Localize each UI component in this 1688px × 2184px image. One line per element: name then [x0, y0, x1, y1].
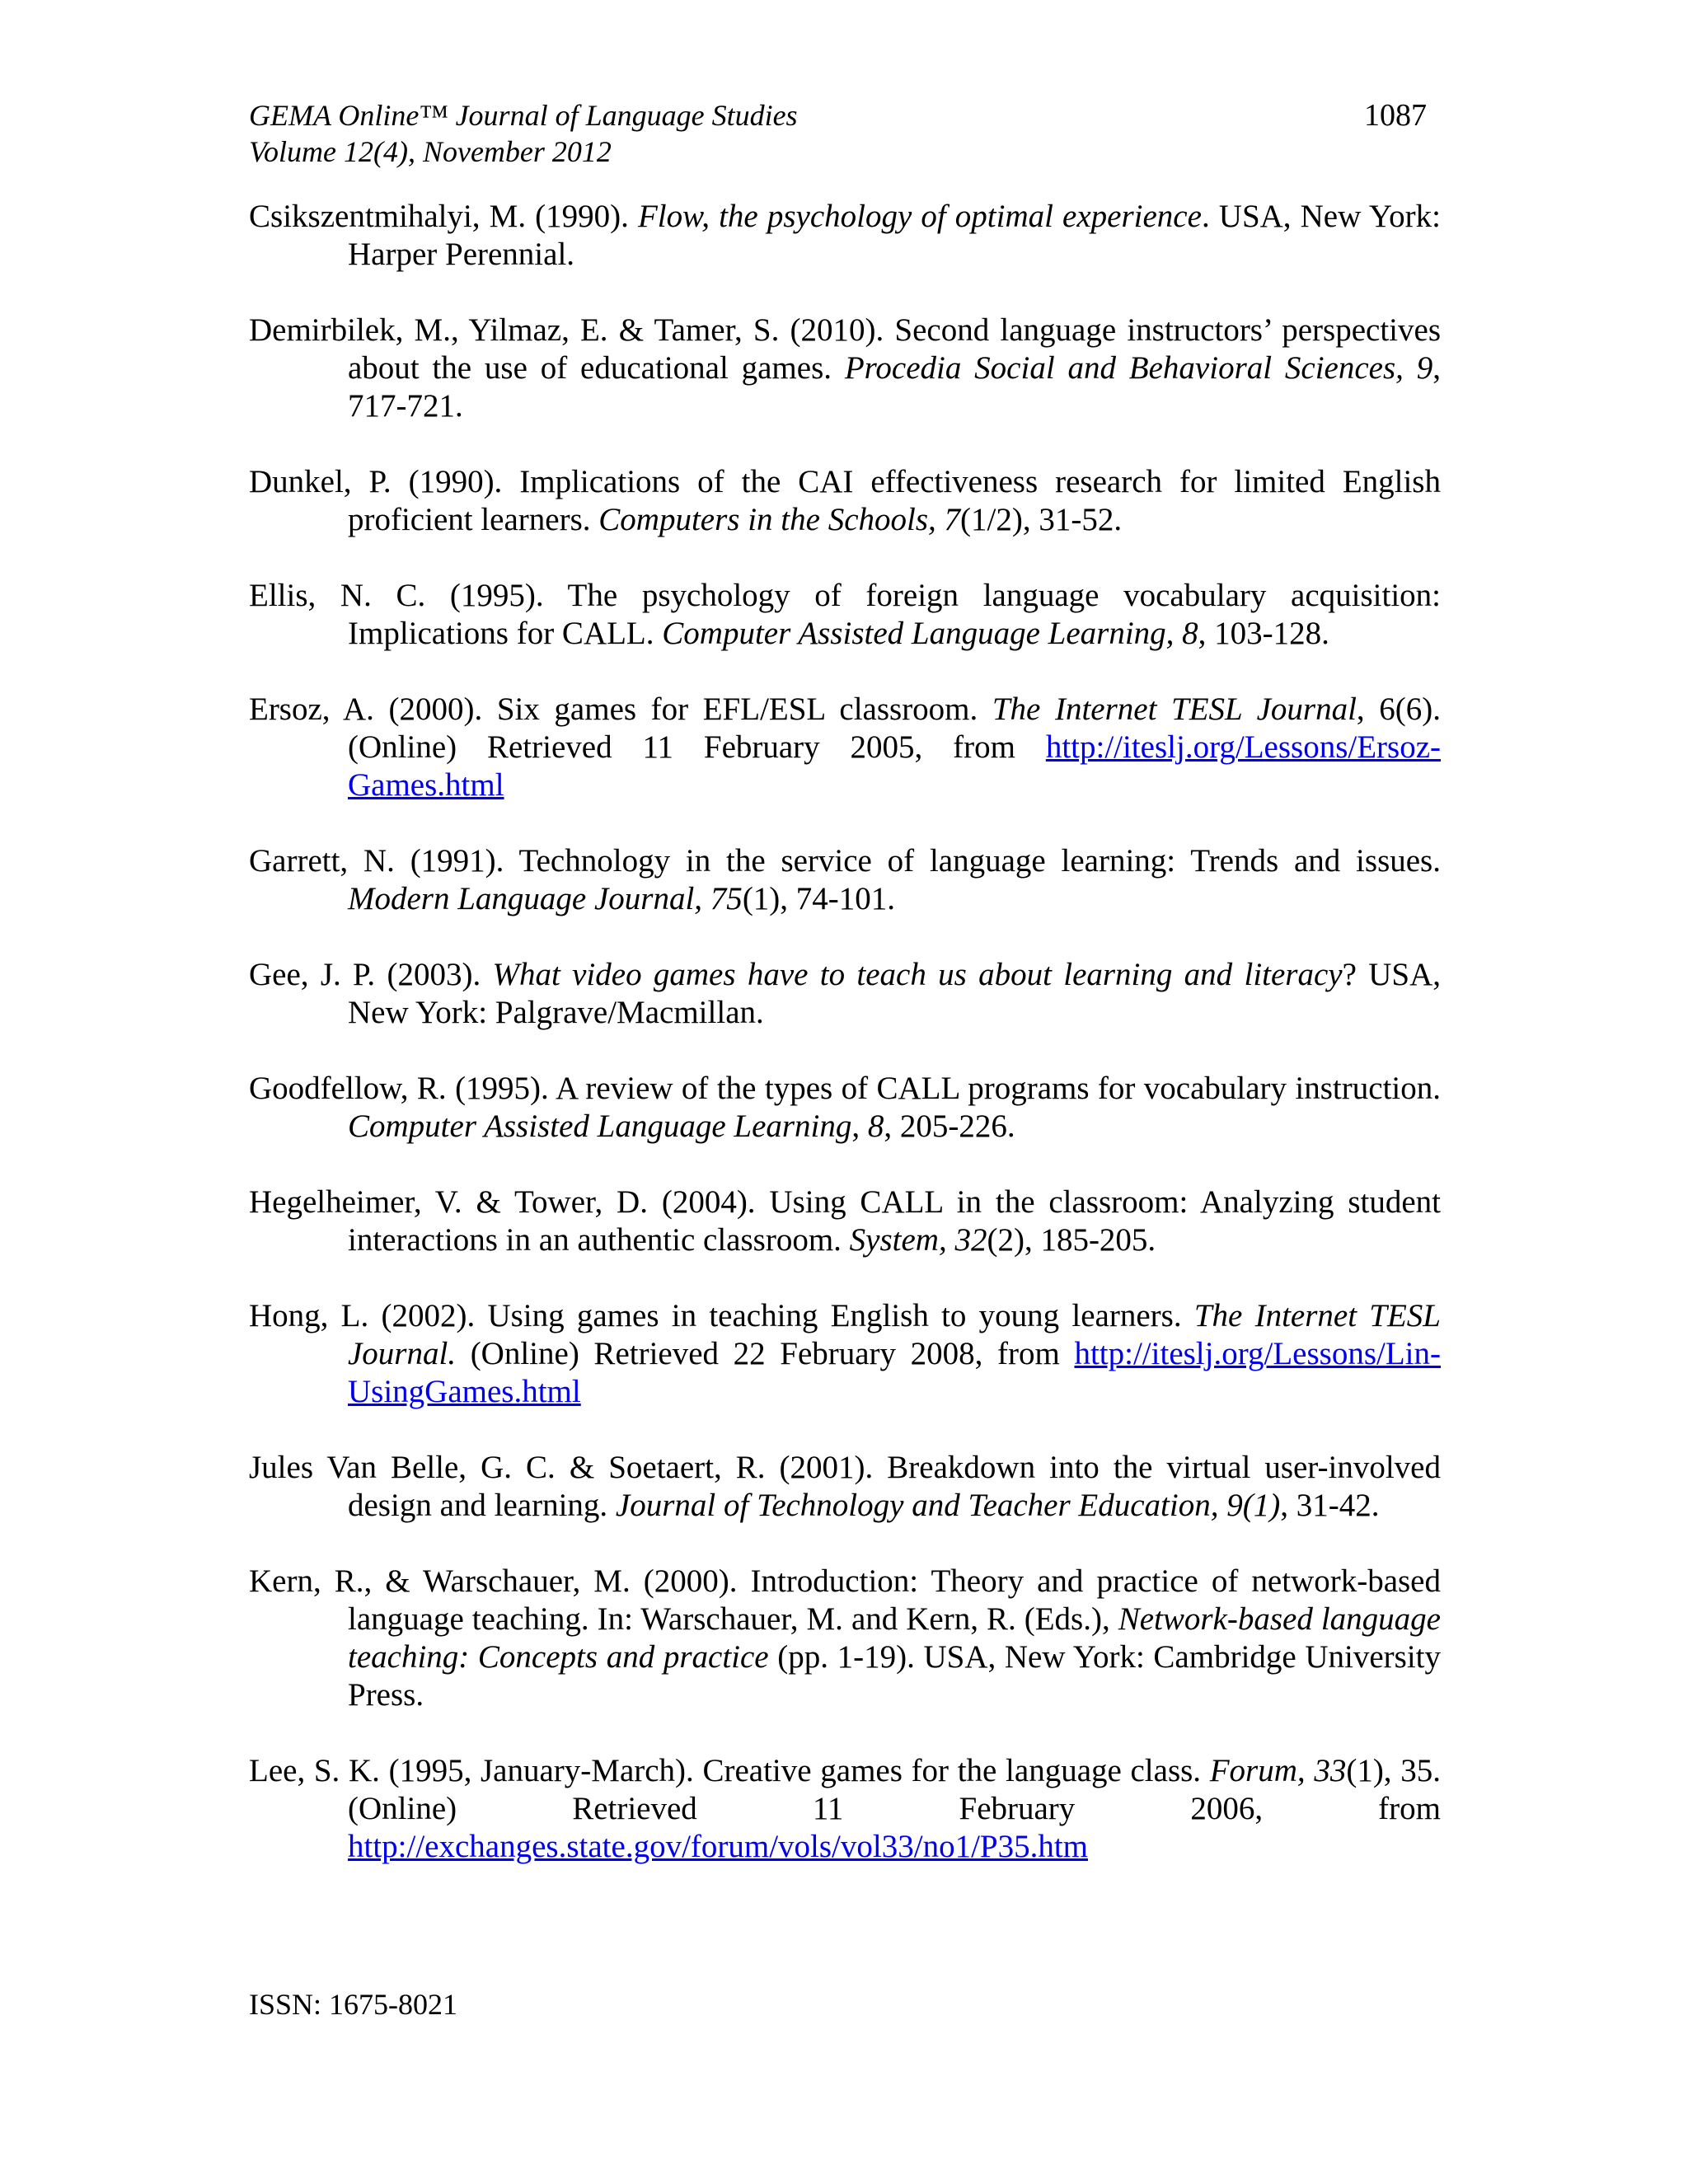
reference-italic-text: System, 32	[849, 1222, 987, 1258]
reference-italic-text: Flow, the psychology of optimal experience	[637, 199, 1202, 234]
reference-italic-text: Procedia Social and Behavioral Sciences, 9	[844, 350, 1433, 386]
reference-italic-text: The Internet TESL Journal	[992, 691, 1357, 727]
reference-italic-text: Modern Language Journal, 75	[348, 881, 743, 916]
reference-text: Jules Van Belle, G. C. & Soetaert, R. (2001). Breakdown into the virtual user-involved design and learning.	[249, 1450, 1441, 1523]
reference-text: Gee, J. P. (2003).	[249, 957, 493, 992]
reference-italic-text: Journal of Technology and Teacher Education, 9(1)	[615, 1488, 1281, 1523]
reference-entry	[249, 1297, 1441, 1411]
reference-italic-text: What video games have to teach us about learning and literacy	[492, 957, 1343, 992]
reference-text: Goodfellow, R. (1995). A review of the types of CALL programs for vocabulary instruction.	[249, 1071, 1441, 1106]
reference-italic-text: Computers in the Schools, 7	[598, 502, 961, 537]
reference-text: , 6(6). (Online) Retrieved 11 February 2005, from	[348, 691, 1441, 765]
reference-text: (2), 185-205.	[987, 1222, 1156, 1258]
reference-entry	[249, 463, 1441, 539]
reference-url-link[interactable]: http://iteslj.org/Lessons/Lin-UsingGames.html	[348, 1336, 1441, 1409]
journal-title: GEMA Online™ Journal of Language Studies	[249, 99, 798, 132]
reference-text: ? USA, New York: Palgrave/Macmillan.	[348, 957, 1441, 1030]
reference-list	[249, 198, 1441, 1904]
reference-text: Demirbilek, M., Yilmaz, E. & Tamer, S. (2010). Second language instructors’ perspectives about the use of educational games.	[249, 312, 1441, 386]
reference-entry	[249, 1183, 1441, 1259]
reference-text: ,	[851, 1108, 868, 1144]
page-number: 1087	[1364, 98, 1427, 133]
reference-text: Csikszentmihalyi, M. (1990).	[249, 199, 638, 234]
reference-entry	[249, 1070, 1441, 1146]
reference-text: Kern, R., & Warschauer, M. (2000). Introduction: Theory and practice of network-based language teaching. In: Warschauer, M. and Kern, R. (Eds.),	[249, 1563, 1441, 1637]
reference-text: Hegelheimer, V. & Tower, D. (2004). Using CALL in the classroom: Analyzing student interactions in an authentic classroom.	[249, 1184, 1441, 1258]
reference-italic-text: The Internet TESL Journal.	[348, 1298, 1441, 1371]
issn-footer: ISSN: 1675-8021	[249, 1988, 458, 2021]
reference-url-link[interactable]: http://exchanges.state.gov/forum/vols/vol33/no1/P35.htm	[348, 1829, 1089, 1864]
reference-entry	[249, 1563, 1441, 1714]
reference-text: , 103-128.	[1198, 616, 1329, 651]
reference-italic-text: Network-based language teaching: Concepts and practice	[348, 1601, 1441, 1675]
reference-entry	[249, 956, 1441, 1032]
journal-volume: Volume 12(4), November 2012	[249, 135, 612, 168]
reference-entry	[249, 198, 1441, 274]
reference-text: Dunkel, P. (1990). Implications of the CAI effectiveness research for limited English proficient learners.	[249, 464, 1441, 537]
reference-text: Ellis, N. C. (1995). The psychology of foreign language vocabulary acquisition: Implications for CALL.	[249, 578, 1441, 651]
reference-text: , 717-721.	[348, 350, 1441, 424]
reference-entry	[249, 312, 1441, 425]
reference-italic-text: Computer Assisted Language Learning, 8	[662, 616, 1198, 651]
reference-text: (Online) Retrieved 22 February 2008, from	[456, 1336, 1075, 1371]
reference-italic-text: Forum, 33	[1209, 1753, 1347, 1788]
reference-text: Lee, S. K. (1995, January-March). Creative games for the language class.	[249, 1753, 1210, 1788]
reference-entry	[249, 691, 1441, 804]
reference-text: (pp. 1-19). USA, New York: Cambridge University Press.	[348, 1639, 1441, 1713]
running-header	[249, 97, 1432, 170]
reference-text: Hong, L. (2002). Using games in teaching English to young learners.	[249, 1298, 1194, 1333]
reference-url-link[interactable]: http://iteslj.org/Lessons/Ersoz-Games.html	[348, 729, 1441, 803]
reference-entry	[249, 1449, 1441, 1525]
reference-text: (1), 35. (Online) Retrieved 11 February 2006, from	[348, 1753, 1441, 1826]
reference-text: Garrett, N. (1991). Technology in the service of language learning: Trends and issues.	[249, 843, 1441, 879]
reference-text: (1), 74-101.	[742, 881, 896, 916]
reference-entry	[249, 1752, 1441, 1866]
reference-entry	[249, 577, 1441, 653]
reference-text: Ersoz, A. (2000). Six games for EFL/ESL classroom.	[249, 691, 992, 727]
reference-italic-text: 8	[867, 1108, 884, 1144]
reference-italic-text: Computer Assisted Language Learning	[348, 1108, 852, 1144]
reference-text: . USA, New York: Harper Perennial.	[348, 199, 1442, 272]
reference-text: , 31-42.	[1280, 1488, 1380, 1523]
reference-entry	[249, 842, 1441, 918]
reference-text: , 205-226.	[884, 1108, 1015, 1144]
reference-text: (1/2), 31-52.	[960, 502, 1123, 537]
